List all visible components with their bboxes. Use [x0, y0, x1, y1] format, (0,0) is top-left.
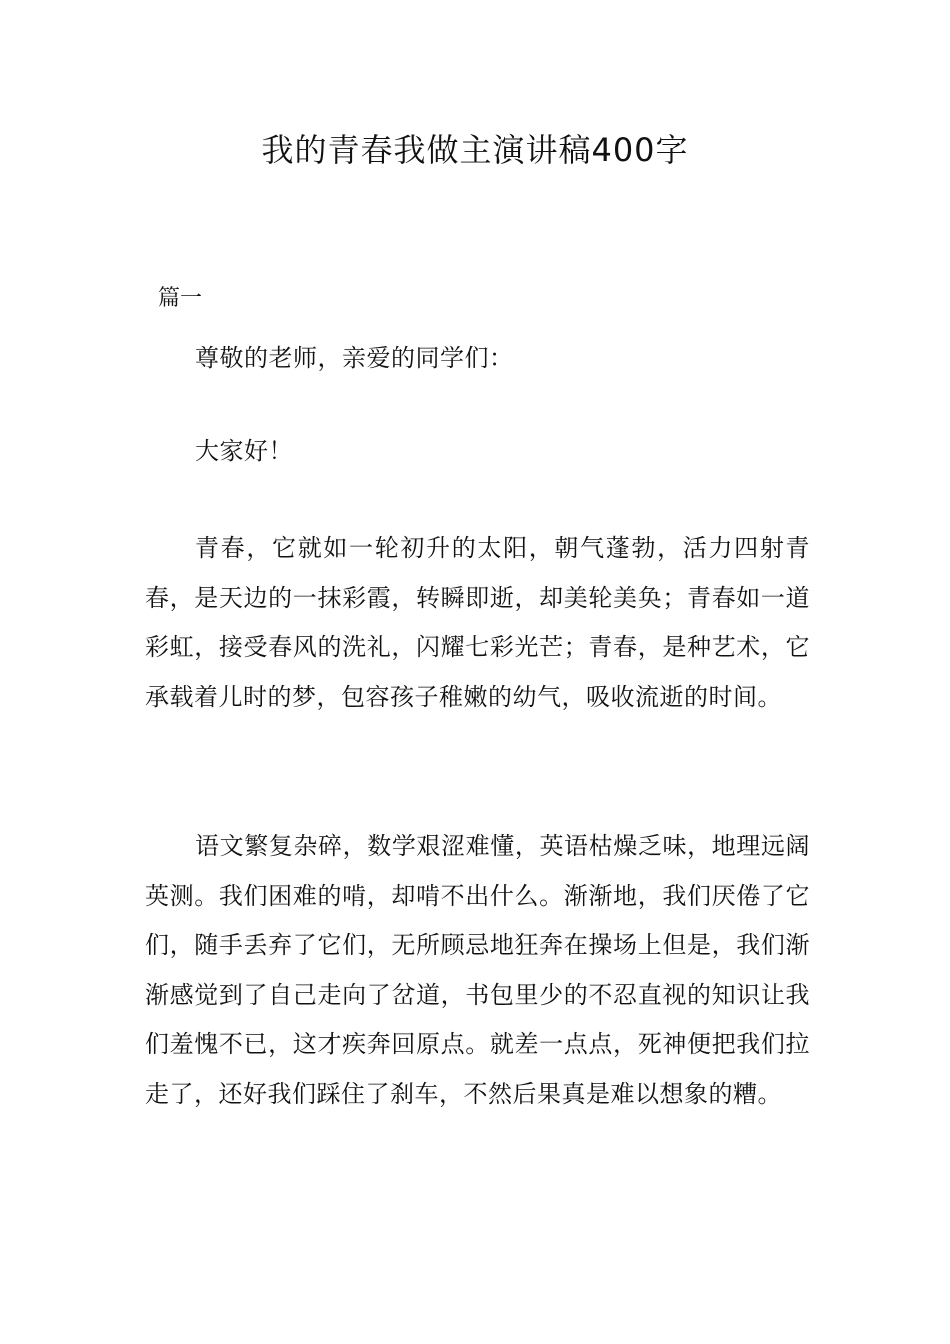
body-paragraph-1: 青春，它就如一轮初升的太阳，朝气蓬勃，活力四射青春，是天边的一抹彩霞，转瞬即逝，却美轮美奂；青春如一道彩虹，接受春风的洗礼，闪耀七彩光芒；青春，是种艺术，它承载着儿时的梦，包容孩子稚嫩的幼气，吸收流逝的时间。	[145, 534, 810, 711]
document-title: 我的青春我做主演讲稿400字	[261, 131, 689, 169]
section-label: 篇一	[158, 286, 203, 311]
body-paragraph-2: 语文繁复杂碎，数学艰涩难懂，英语枯燥乏味，地理远阔英测。我们困难的啃，却啃不出什么。渐渐地，我们厌倦了它们，随手丢弃了它们，无所顾忌地狂奔在操场上但是，我们渐渐感觉到了自己走向了岔道，书包里少的不忍直视的知识让我们羞愧不已，这才疾奔回原点。就差一点点，死神便把我们拉走了，还好我们踩住了刹车，不然后果真是难以想象的糟。	[145, 832, 810, 1108]
greeting-paragraph: 大家好！	[195, 437, 293, 465]
salutation-paragraph: 尊敬的老师，亲爱的同学们：	[195, 344, 514, 372]
